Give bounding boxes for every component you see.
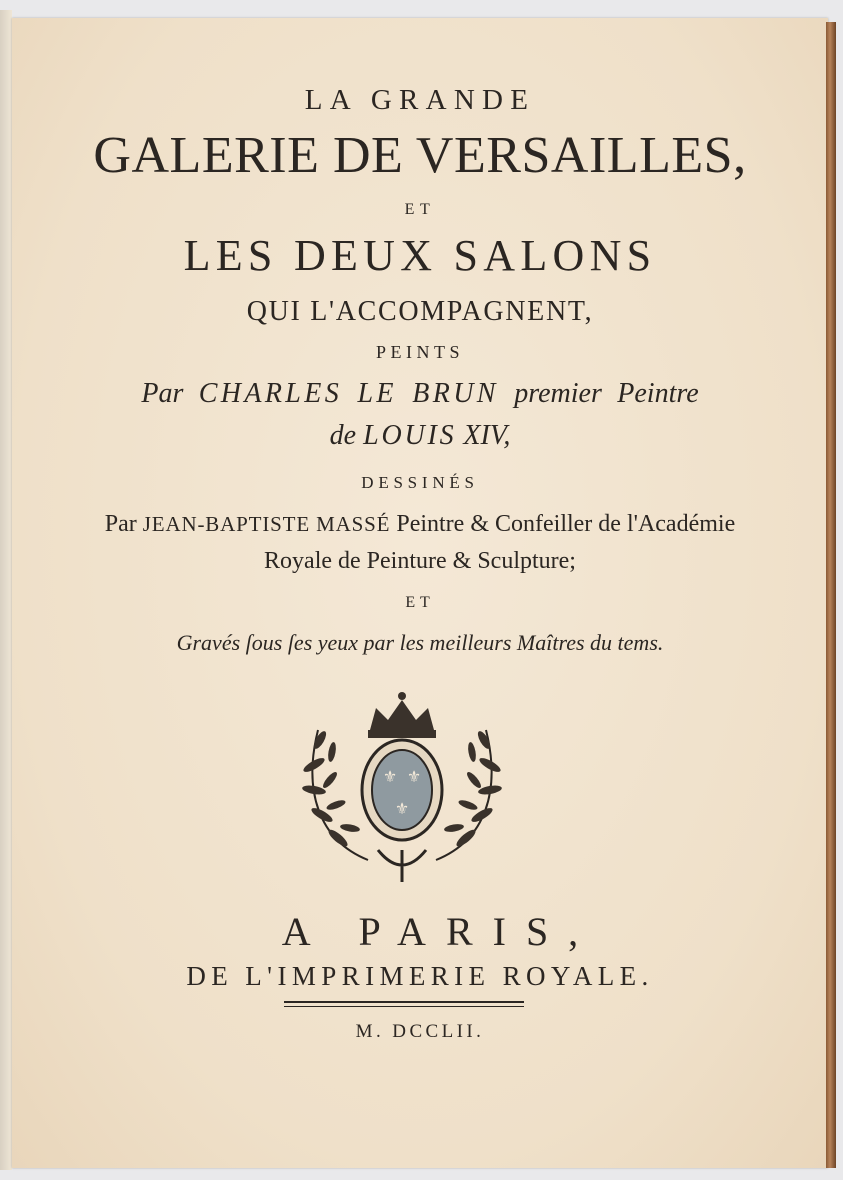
- painter-name-le: LE: [357, 378, 397, 409]
- svg-text:⚜: ⚜: [406, 767, 422, 786]
- title-line-la-grande: LA GRANDE: [304, 84, 536, 116]
- printer-line: DE L'IMPRIMERIE ROYALE.: [186, 961, 654, 991]
- king-numeral: XIV,: [463, 420, 511, 451]
- draftsman-title: Peintre & Confeiller de l'Académie: [396, 511, 736, 537]
- king-line: [12, 422, 828, 450]
- painter-name-charles: CHARLES: [198, 378, 343, 409]
- engravers-line: Gravés ſous ſes yeux par les meilleurs Maîtres du tems.: [176, 630, 664, 655]
- left-page-edge: [0, 10, 12, 1170]
- title-line-peints: PEINTS: [375, 342, 464, 362]
- painter-title: premier Peintre: [514, 378, 699, 409]
- king-prefix: de: [329, 420, 357, 451]
- draftsman-line: [12, 512, 828, 536]
- svg-text:⚜: ⚜: [382, 767, 398, 786]
- svg-text:⚜: ⚜: [394, 799, 410, 818]
- title-line-salons: LES DEUX SALONS: [183, 231, 657, 280]
- draftsman-prefix: Par: [104, 511, 137, 537]
- book-binding-edge: [826, 22, 836, 1168]
- title-line-et-2: ET: [405, 594, 435, 611]
- painter-line: [12, 380, 828, 408]
- date-line: M. DCCLII.: [355, 1021, 485, 1042]
- place-line: A PARIS,: [281, 909, 599, 954]
- title-line-et: ET: [404, 201, 436, 218]
- title-line-dessines: DESSINÉS: [361, 473, 479, 492]
- double-rule-divider: [284, 1001, 524, 1007]
- painter-prefix: Par: [141, 378, 184, 409]
- title-line-royale: Royale de Peinture & Sculpture;: [264, 548, 576, 574]
- king-name: LOUIS: [363, 420, 457, 451]
- title-line-accompagnent: QUI L'ACCOMPAGNENT,: [246, 296, 594, 327]
- title-line-galerie: GALERIE DE VERSAILLES,: [93, 127, 747, 184]
- draftsman-name: JEAN-BAPTISTE MASSÉ: [142, 512, 391, 536]
- painter-name-brun: BRUN: [412, 378, 499, 409]
- royal-coat-of-arms: [298, 690, 506, 886]
- title-page: [12, 18, 828, 1168]
